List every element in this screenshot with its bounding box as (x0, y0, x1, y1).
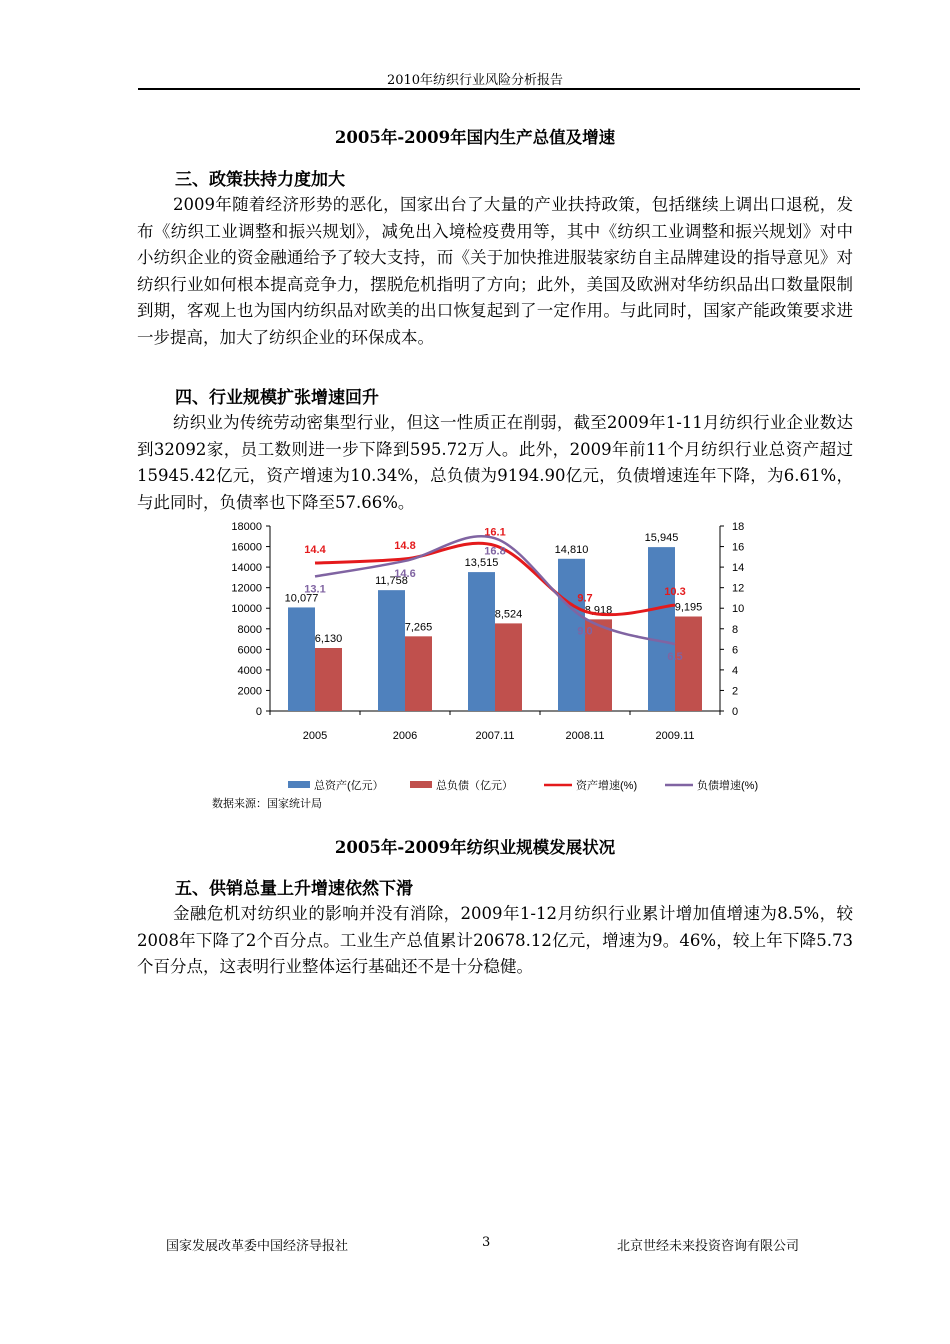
figure-caption-scale: 2005年-2009年纺织业规模发展状况 (334, 838, 616, 857)
bar-data-label: 6,130 (314, 632, 343, 645)
legend-label: 总负债（亿元） (436, 780, 513, 792)
line-data-label: 6.5 (667, 651, 683, 664)
right-tick-label: 2 (732, 685, 739, 698)
line-data-label: 16.1 (484, 526, 506, 539)
left-tick-label: 12000 (231, 582, 262, 595)
bar-total-liabilities (315, 648, 342, 711)
line-data-label: 14.4 (304, 544, 326, 556)
bar-total-assets (468, 572, 495, 711)
bar-data-label: 8,918 (584, 604, 613, 617)
x-tick-label: 2009.11 (655, 730, 695, 742)
legend-label: 资产增速(%) (576, 780, 638, 792)
left-tick-label: 2000 (237, 685, 262, 698)
footer-page-number: 3 (482, 1235, 491, 1250)
x-tick-label: 2005 (302, 730, 328, 742)
line-data-label: 14.8 (394, 539, 416, 552)
figure-caption-gdp: 2005年-2009年国内生产总值及增速 (334, 128, 616, 147)
left-tick-label: 4000 (237, 664, 262, 677)
bar-total-liabilities (675, 616, 702, 711)
bar-data-label: 8,524 (494, 608, 523, 621)
chart-source-note: 数据来源：国家统计局 (212, 798, 322, 810)
scale-chart (200, 512, 790, 817)
left-tick-label: 6000 (237, 644, 262, 657)
line-data-label: 13.1 (304, 583, 326, 596)
header-divider (138, 88, 860, 90)
legend-swatch (288, 781, 310, 788)
bar-total-assets (648, 547, 675, 711)
left-tick-label: 10000 (231, 603, 262, 616)
right-tick-label: 8 (732, 623, 739, 636)
section-body-supply: 金融危机对纺织业的影响并没有消除，2009年1-12月纺织行业累计增加值增速为8.5%，较2008年下降了2个百分点。工业生产总值累计20678.12亿元，增速为9。46%，较上年下降5.73个百分点，这表明行业整体运行基础还不是十分稳健。 (137, 904, 853, 976)
bar-data-label: 10,077 (284, 592, 319, 605)
right-tick-label: 12 (732, 582, 745, 595)
footer-publisher: 国家发展改革委中国经济导报社 (166, 1239, 349, 1254)
left-tick-label: 14000 (231, 562, 262, 575)
left-tick-label: 0 (255, 706, 262, 718)
bar-data-label: 14,810 (554, 543, 589, 556)
section-heading-supply: 五、供销总量上升增速依然下滑 (175, 879, 413, 899)
right-tick-label: 16 (732, 541, 745, 554)
bar-total-liabilities (405, 636, 432, 711)
x-tick-label: 2006 (392, 730, 418, 742)
line-data-label: 9.7 (577, 592, 593, 605)
section-body-policy: 2009年随着经济形势的恶化，国家出台了大量的产业扶持政策，包括继续上调出口退税，发布《纺织工业调整和振兴规划》，减免出入境检疫费用等，其中《纺织工业调整和振兴规划》对中小纺织企业的资金融通给予了较大支持，而《关于加快推进服装家纺自主品牌建设的指导意见》对纺织行业如何根本提高竞争力，摆脱危机指明了方向；此外，美国及欧洲对华纺织品出口数量限制到期，客观上也为国内纺织品对欧美的出口恢复起到了一定作用。与此同时，国家产能政策要求进一步提高，加大了纺织企业的环保成本。 (137, 195, 853, 347)
bar-total-assets (288, 607, 315, 711)
right-tick-label: 18 (732, 521, 745, 533)
section-body-scale: 纺织业为传统劳动密集型行业，但这一性质正在削弱，截至2009年1-11月纺织行业企业数达到32092家，员工数则进一步下降到595.72万人。此外，2009年前11个月纺织行业总资产超过15945.42亿元，资产增速为10.34%，总负债为9194.90亿元，负债增速连年下降，为6.61%，与此同时，负债率也下降至57.66%。 (137, 413, 853, 512)
bar-data-label: 15,945 (644, 532, 679, 545)
left-tick-label: 18000 (231, 521, 262, 533)
bar-data-label: 13,515 (464, 557, 499, 570)
section-heading-policy: 三、政策扶持力度加大 (175, 170, 345, 190)
page-header-title: 2010年纺织行业风险分析报告 (386, 73, 564, 88)
x-tick-label: 2008.11 (565, 730, 605, 742)
right-tick-label: 4 (732, 664, 739, 677)
left-tick-label: 8000 (237, 623, 262, 636)
legend-label: 负债增速(%) (697, 780, 759, 792)
scale-chart-svg (200, 512, 790, 817)
section-heading-scale: 四、行业规模扩张增速回升 (175, 388, 379, 408)
right-tick-label: 6 (732, 644, 739, 657)
bar-total-assets (378, 590, 405, 711)
line-data-label: 10.3 (664, 586, 686, 599)
x-tick-label: 2007.11 (475, 730, 515, 742)
right-tick-label: 10 (732, 603, 745, 616)
right-tick-label: 0 (732, 706, 739, 718)
right-tick-label: 14 (732, 562, 745, 575)
line-data-label: 16.8 (484, 545, 506, 558)
legend-label: 总资产(亿元） (314, 780, 384, 792)
footer-company: 北京世经未来投资咨询有限公司 (617, 1239, 800, 1254)
bar-data-label: 9,195 (674, 601, 703, 614)
legend-swatch (410, 781, 432, 788)
bar-data-label: 11,758 (375, 575, 408, 588)
bar-data-label: 7,265 (404, 621, 433, 634)
line-data-label: 14.6 (394, 567, 416, 580)
left-tick-label: 16000 (231, 541, 262, 554)
line-data-label: 9.0 (577, 625, 593, 638)
bar-total-liabilities (495, 623, 522, 711)
